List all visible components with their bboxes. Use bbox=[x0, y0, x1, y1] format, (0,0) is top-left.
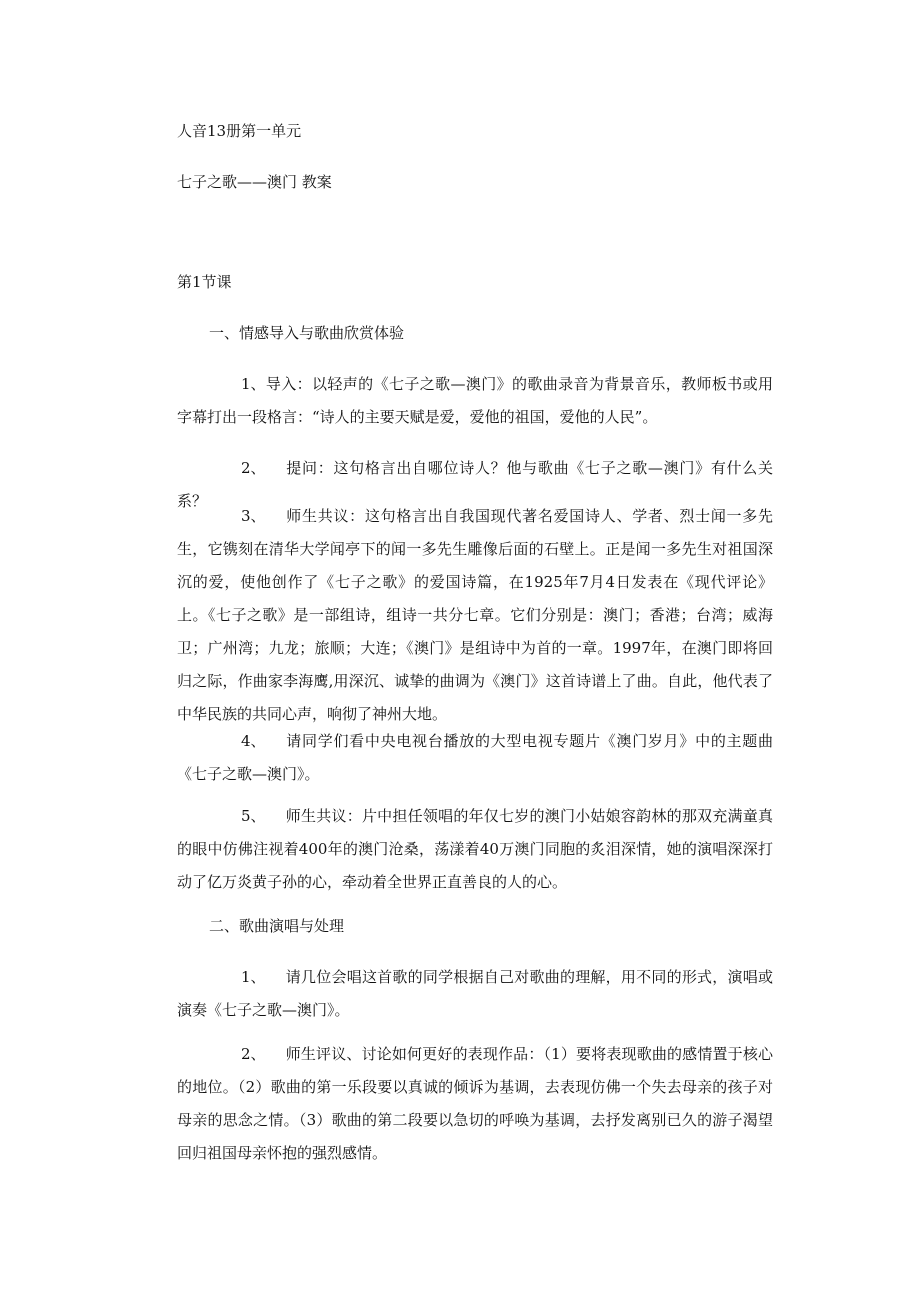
item-number: 3、 bbox=[241, 507, 266, 525]
item-number: 2、 bbox=[241, 1045, 266, 1063]
item-text: 请同学们看中央电视台播放的大型电视专题片《澳门岁月》中的主题曲《七子之歌—澳门》。 bbox=[177, 732, 773, 783]
document-title: 七子之歌——澳门 教案 bbox=[177, 173, 332, 191]
section-heading-2: 二、歌曲演唱与处理 bbox=[209, 917, 345, 935]
lesson-label: 第1节课 bbox=[177, 273, 232, 291]
list-item bbox=[177, 725, 773, 791]
item-number: 5、 bbox=[241, 807, 266, 825]
item-number: 4、 bbox=[241, 732, 266, 750]
item-text: 提问：这句格言出自哪位诗人？他与歌曲《七子之歌—澳门》有什么关系？ bbox=[177, 459, 773, 510]
list-item bbox=[177, 368, 773, 434]
section-heading-1: 一、情感导入与歌曲欣赏体验 bbox=[209, 324, 405, 342]
item-text: 请几位会唱这首歌的同学根据自己对歌曲的理解，用不同的形式，演唱或演奏《七子之歌—澳门》。 bbox=[177, 968, 773, 1019]
item-number: 1、 bbox=[241, 375, 266, 393]
item-text: 师生共议：这句格言出自我国现代著名爱国诗人、学者、烈士闻一多先生，它镌刻在清华大学闻亭下的闻一多先生雕像后面的石壁上。正是闻一多先生对祖国深沉的爱，使他创作了《七子之歌》的爱国诗篇，在1925年7月4日发表在《现代评论》上。《七子之歌》是一部组诗，组诗一共分七章。它们分别是：澳门；香港；台湾；威海卫；广州湾；九龙；旅顺；大连；《澳门》是组诗中为首的一章。1997年，在澳门即将回归之际，作曲家李海鹰,用深沉、诚挚的曲调为《澳门》这首诗谱上了曲。自此，他代表了中华民族的共同心声，响彻了神州大地。 bbox=[177, 507, 773, 723]
list-item bbox=[177, 961, 773, 1027]
list-item bbox=[177, 800, 773, 899]
item-number: 1、 bbox=[241, 968, 266, 986]
item-number: 2、 bbox=[241, 459, 266, 477]
item-text: 导入：以轻声的《七子之歌—澳门》的歌曲录音为背景音乐，教师板书或用字幕打出一段格言：“诗人的主要天赋是爱，爱他的祖国，爱他的人民”。 bbox=[177, 375, 773, 426]
item-text: 师生评议、讨论如何更好的表现作品：（1）要将表现歌曲的感情置于核心的地位。（2）歌曲的第一乐段要以真诚的倾诉为基调，去表现仿佛一个失去母亲的孩子对母亲的思念之情。（3）歌曲的第二段要以急切的呼唤为基调，去抒发离别已久的游子渴望回归祖国母亲怀抱的强烈感情。 bbox=[177, 1045, 773, 1162]
list-item bbox=[177, 500, 773, 731]
item-text: 师生共议：片中担任领唱的年仅七岁的澳门小姑娘容韵林的那双充满童真的眼中仿佛注视着400年的澳门沧桑，荡漾着40万澳门同胞的炙泪深情，她的演唱深深打动了亿万炎黄子孙的心，牵动着全世界正直善良的人的心。 bbox=[177, 807, 773, 891]
list-item bbox=[177, 1038, 773, 1170]
unit-heading: 人音13册第一单元 bbox=[177, 122, 302, 140]
